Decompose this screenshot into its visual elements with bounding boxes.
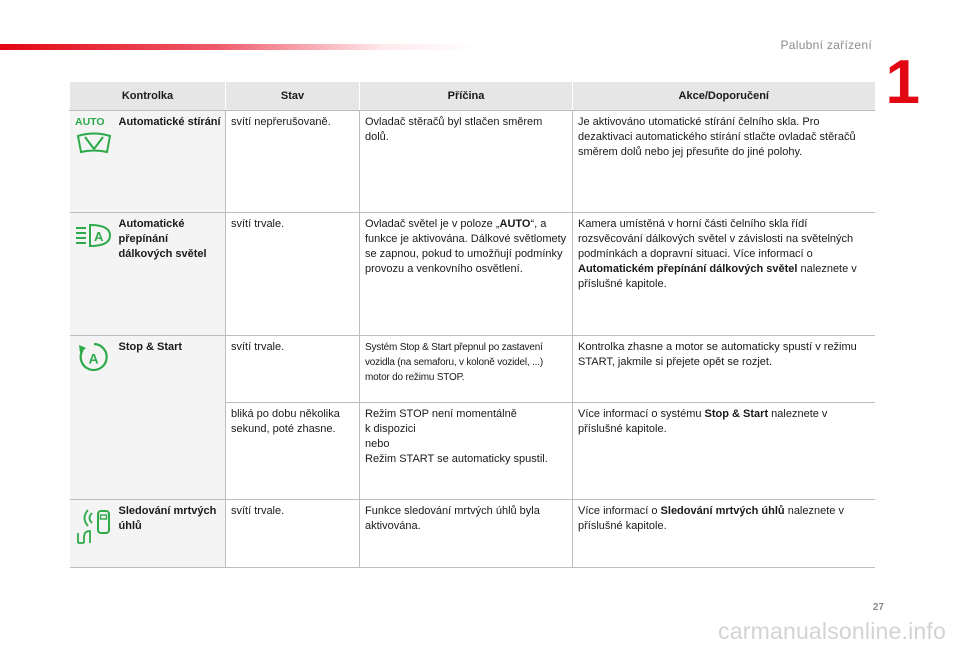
icon-cell xyxy=(70,213,115,336)
table-row xyxy=(70,213,875,336)
state-cell: svítí trvale. xyxy=(226,500,360,568)
table-row xyxy=(70,336,875,403)
auto-high-beam-icon xyxy=(74,216,113,252)
header-indicator: Kontrolka xyxy=(70,82,226,111)
auto-wiper-icon xyxy=(74,114,113,158)
cause-cell: Systém Stop & Start přepnul po zastavení vozidla (na semaforu, v koloně vozidel, ...) motor do režimu STOP. xyxy=(360,336,573,403)
icon-cell xyxy=(70,336,115,500)
indicator-name: Automatické přepínání dálkových světel xyxy=(115,213,226,336)
state-cell: svítí trvale. xyxy=(226,336,360,403)
table-header-row xyxy=(70,82,875,111)
stop-start-icon xyxy=(74,339,113,375)
action-cell: Více informací o systému Stop & Start naleznete v příslušné kapitole. xyxy=(573,403,875,500)
watermark: carmanualsonline.info xyxy=(718,618,946,644)
indicator-name: Automatické stírání xyxy=(115,111,226,213)
svg-text:A: A xyxy=(88,350,99,367)
auto-wiper-icon-label: AUTO xyxy=(74,116,105,128)
indicator-table xyxy=(69,82,875,568)
svg-text:A: A xyxy=(93,229,103,244)
icon-cell xyxy=(70,500,115,568)
cause-cell: Ovladač stěračů byl stlačen směrem dolů. xyxy=(360,111,573,213)
indicator-name: Sledování mrtvých úhlů xyxy=(115,500,226,568)
icon-cell xyxy=(70,111,115,213)
chapter-number: 1 xyxy=(885,48,920,117)
cause-cell: Režim STOP není momentálně k dispozici nebo Režim START se automaticky spustil. xyxy=(360,403,573,500)
indicator-name: Stop & Start xyxy=(115,336,226,500)
state-cell: svítí trvale. xyxy=(226,213,360,336)
header-state: Stav xyxy=(226,82,360,111)
page-number: 27 xyxy=(872,602,884,613)
state-cell: bliká po dobu několika sekund, poté zhasne. xyxy=(226,403,360,500)
header-action: Akce/Doporučení xyxy=(573,82,875,111)
header-cause: Příčina xyxy=(360,82,573,111)
action-cell: Kontrolka zhasne a motor se automaticky spustí v režimu START, jakmile si přejete opět se rozjet. xyxy=(573,336,875,403)
action-cell: Je aktivováno utomatické stírání čelního skla. Pro dezaktivaci automatického stírání stlačte ovladač stěračů směrem dolů nebo jej přesuňte do jiné polohy. xyxy=(573,111,875,213)
state-cell: svítí nepřerušovaně. xyxy=(226,111,360,213)
chapter-title: Palubní zařízení xyxy=(780,38,872,52)
table-row xyxy=(70,500,875,568)
cause-cell: Ovladač světel je v poloze „AUTO“, a funkce je aktivována. Dálkové světlomety se zapnou, pokud to umožňují podmínky provozu a venkovního osvětlení. xyxy=(360,213,573,336)
header-accent-bar xyxy=(0,44,480,50)
action-cell: Kamera umístěná v horní části čelního skla řídí rozsvěcování dálkových světel v závislosti na světelných podmínkách a dopravní situaci. Více informací o Automatickém přepínání dálkových světel naleznete v příslušné kapitole. xyxy=(573,213,875,336)
table-row xyxy=(70,111,875,213)
action-cell: Více informací o Sledování mrtvých úhlů naleznete v příslušné kapitole. xyxy=(573,500,875,568)
blind-spot-icon xyxy=(74,503,113,547)
cause-cell: Funkce sledování mrtvých úhlů byla aktivována. xyxy=(360,500,573,568)
